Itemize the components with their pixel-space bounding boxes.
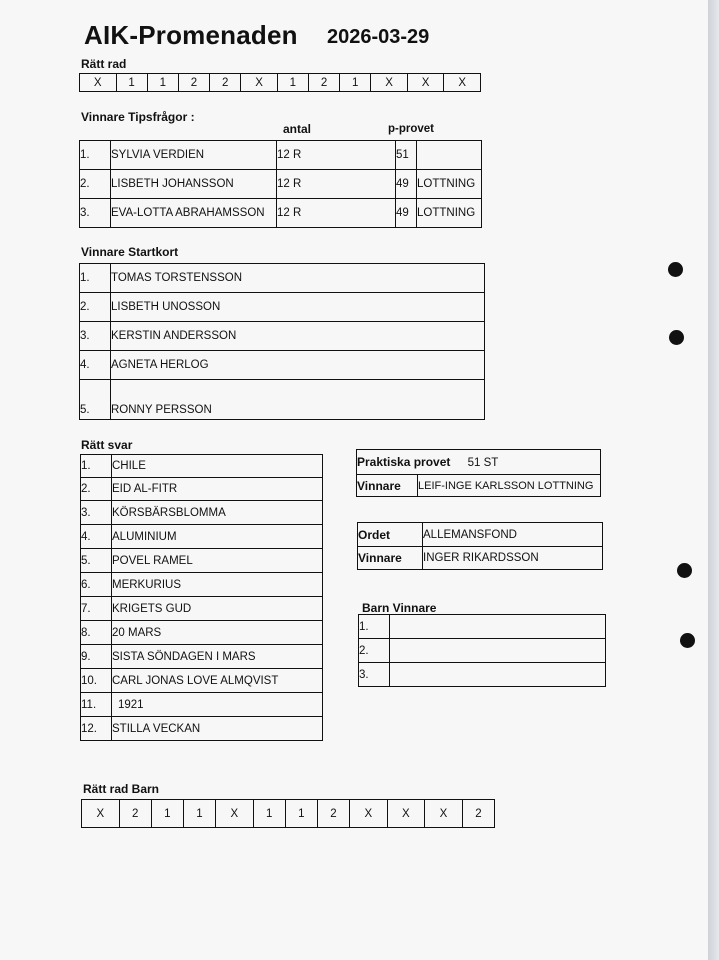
winner-name: KERSTIN ANDERSSON (111, 322, 485, 351)
table-row (359, 639, 606, 663)
note-value (417, 141, 482, 170)
table-row (81, 455, 323, 478)
answer-text: 1921 (112, 693, 323, 717)
winner-name: SYLVIA VERDIEN (111, 141, 277, 170)
winner-name: AGNETA HERLOG (111, 351, 485, 380)
pprovet-value: 49 (396, 170, 417, 199)
table-row (81, 478, 323, 501)
table-row (81, 645, 323, 669)
vinnare-label: Vinnare (358, 551, 402, 565)
ratt-rad-label: Rätt rad (81, 57, 127, 71)
ratt-rad-barn-cell: X (82, 800, 120, 828)
praktiska-table (356, 449, 601, 497)
table-row (81, 501, 323, 525)
ordet-table (357, 522, 603, 570)
table-row (357, 475, 601, 497)
table-row (359, 615, 606, 639)
ratt-rad-barn-cell: X (215, 800, 253, 828)
background-edge (708, 0, 719, 960)
ratt-rad-cell: 1 (277, 74, 308, 92)
row-number: 4. (80, 351, 111, 380)
ratt-rad-barn-cell: 2 (119, 800, 151, 828)
table-row (80, 264, 485, 293)
ratt-rad-cell: 1 (147, 74, 178, 92)
row-number: 3. (80, 199, 111, 228)
ratt-svar-label: Rätt svar (81, 438, 133, 452)
pprovet-value: 51 (396, 141, 417, 170)
ratt-rad-row (80, 74, 481, 92)
row-number: 1. (80, 264, 111, 293)
antal-value: 12 R (277, 170, 396, 199)
tipsfragor-table (79, 140, 482, 228)
winner-name: LISBETH UNOSSON (111, 293, 485, 322)
winner-name: TOMAS TORSTENSSON (111, 264, 485, 293)
ordet-label: Ordet (358, 527, 391, 542)
winner-name: LISBETH JOHANSSON (111, 170, 277, 199)
row-number: 8. (81, 621, 112, 645)
vinnare-label: Vinnare (357, 478, 401, 493)
table-row (358, 523, 603, 547)
page-title: AIK-Promenaden (84, 20, 298, 50)
row-number: 7. (81, 597, 112, 621)
row-number: 2. (81, 478, 112, 501)
note-value: LOTTNING (417, 199, 482, 228)
ratt-rad-cell: 2 (178, 74, 209, 92)
praktiska-value: 51 ST (467, 457, 499, 469)
barn-label: Barn Vinnare (362, 601, 437, 615)
punch-hole (677, 563, 692, 578)
ordet-value: ALLEMANSFOND (423, 523, 603, 547)
barn-table (358, 614, 606, 687)
answer-text: EID AL-FITR (112, 478, 323, 501)
row-number: 1. (80, 141, 111, 170)
table-row (81, 525, 323, 549)
row-number: 2. (359, 639, 390, 663)
ratt-rad-barn-cell: 1 (253, 800, 285, 828)
row-number: 6. (81, 573, 112, 597)
table-row (81, 717, 323, 741)
row-number: 9. (81, 645, 112, 669)
answer-text: KRIGETS GUD (112, 597, 323, 621)
ratt-rad-table (79, 73, 481, 92)
answer-text: 20 MARS (112, 621, 323, 645)
row-number: 2. (80, 170, 111, 199)
ratt-rad-barn-table (81, 799, 495, 828)
row-number: 3. (80, 322, 111, 351)
row-number: 5. (81, 549, 112, 573)
ratt-rad-barn-cell: X (425, 800, 463, 828)
ratt-rad-barn-cell: 1 (285, 800, 317, 828)
row-number: 1. (359, 615, 390, 639)
ratt-rad-cell: X (80, 74, 117, 92)
table-row (81, 573, 323, 597)
table-row (80, 293, 485, 322)
startkort-table (79, 263, 485, 420)
answer-text: SISTA SÖNDAGEN I MARS (112, 645, 323, 669)
startkort-label: Vinnare Startkort (81, 245, 179, 259)
punch-hole (669, 330, 684, 345)
ordet-winner: INGER RIKARDSSON (423, 547, 603, 570)
ratt-rad-cell: X (371, 74, 408, 92)
pprovet-header: p-provet (388, 123, 434, 135)
table-row (80, 322, 485, 351)
table-row (81, 693, 323, 717)
ratt-rad-barn-row (82, 800, 495, 828)
antal-header: antal (283, 122, 312, 136)
table-row (80, 170, 482, 199)
row-number: 1. (81, 455, 112, 478)
ratt-rad-cell: X (241, 74, 278, 92)
ratt-svar-table (80, 454, 323, 741)
punch-hole (680, 633, 695, 648)
table-row (81, 621, 323, 645)
ratt-rad-barn-cell: 2 (462, 800, 494, 828)
table-row (81, 597, 323, 621)
answer-text: POVEL RAMEL (112, 549, 323, 573)
table-row (357, 450, 601, 475)
answer-text: STILLA VECKAN (112, 717, 323, 741)
praktiska-winner: LEIF-INGE KARLSSON LOTTNING (418, 475, 601, 497)
antal-value: 12 R (277, 199, 396, 228)
row-number: 4. (81, 525, 112, 549)
ratt-rad-barn-cell: 1 (151, 800, 183, 828)
ratt-rad-barn-cell: 1 (183, 800, 215, 828)
praktiska-label: Praktiska provet (357, 455, 451, 469)
antal-value: 12 R (277, 141, 396, 170)
table-row (80, 380, 485, 420)
table-row (359, 663, 606, 687)
ratt-rad-barn-label: Rätt rad Barn (83, 782, 160, 796)
ratt-rad-cell: 1 (116, 74, 147, 92)
ratt-rad-barn-cell: X (349, 800, 387, 828)
tipsfragor-label: Vinnare Tipsfrågor : (81, 110, 195, 124)
ratt-rad-barn-cell: X (387, 800, 425, 828)
answer-text: MERKURIUS (112, 573, 323, 597)
punch-hole (668, 262, 683, 277)
row-number: 2. (80, 293, 111, 322)
table-row (80, 351, 485, 380)
table-row (80, 199, 482, 228)
page-date: 2026-03-29 (327, 26, 430, 48)
winner-name: EVA-LOTTA ABRAHAMSSON (111, 199, 277, 228)
row-number: 12. (81, 717, 112, 741)
row-number: 10. (81, 669, 112, 693)
ratt-rad-cell: X (444, 74, 481, 92)
winner-name: RONNY PERSSON (111, 380, 485, 420)
ratt-rad-cell: X (407, 74, 444, 92)
table-row (81, 669, 323, 693)
ratt-rad-cell: 1 (340, 74, 371, 92)
table-row (358, 547, 603, 570)
table-row (81, 549, 323, 573)
row-number: 5. (80, 380, 111, 420)
note-value: LOTTNING (417, 170, 482, 199)
row-number: 3. (81, 501, 112, 525)
row-number: 3. (359, 663, 390, 687)
pprovet-value: 49 (396, 199, 417, 228)
ratt-rad-cell: 2 (308, 74, 339, 92)
ratt-rad-cell: 2 (210, 74, 241, 92)
answer-text: CHILE (112, 455, 323, 478)
ratt-rad-barn-cell: 2 (317, 800, 349, 828)
answer-text: KÖRSBÄRSBLOMMA (112, 501, 323, 525)
answer-text: ALUMINIUM (112, 525, 323, 549)
table-row (80, 141, 482, 170)
row-number: 11. (81, 693, 112, 717)
answer-text: CARL JONAS LOVE ALMQVIST (112, 669, 323, 693)
